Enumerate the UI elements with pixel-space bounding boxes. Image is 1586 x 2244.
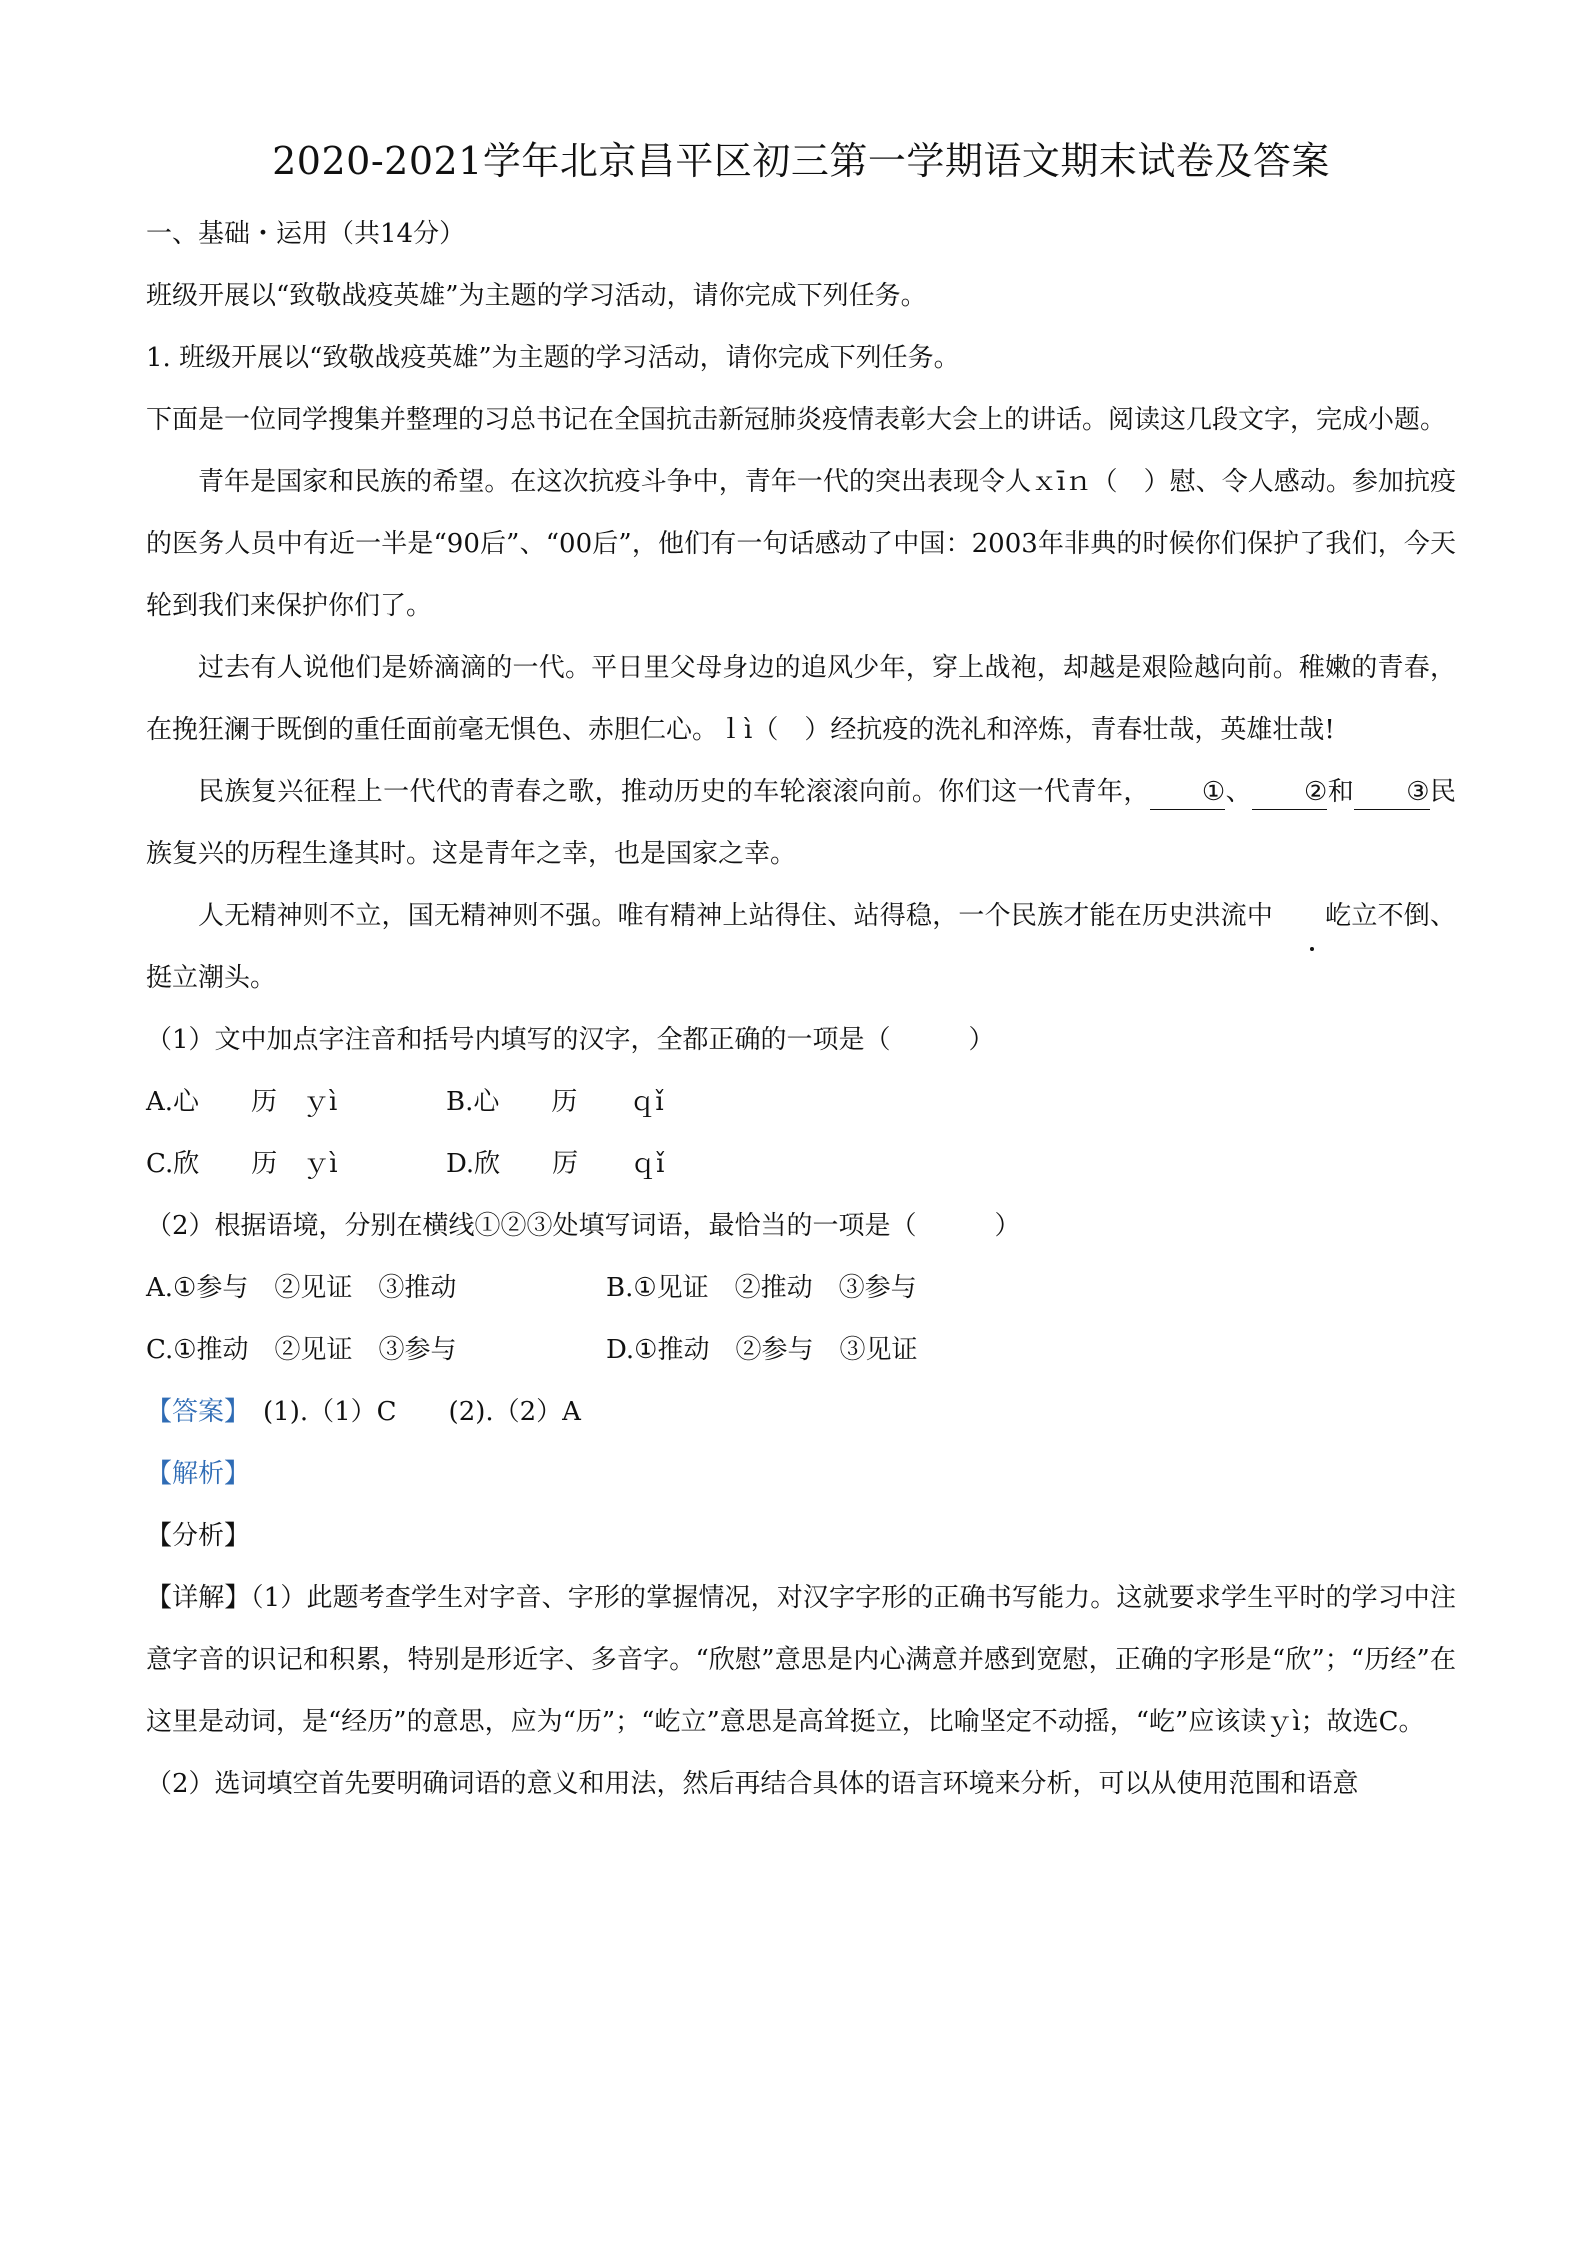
blank-separator-1: 、: [1225, 777, 1253, 807]
sub-question-1-options-row-2: [146, 1133, 1456, 1195]
detail-paragraph-2: （2）选词填空首先要明确词语的意义和用法，然后再结合具体的语言环境来分析，可以从使用范围和语意: [146, 1769, 1359, 1799]
sub-question-2-options-row-1: [146, 1257, 1456, 1319]
option-a: A.①参与 ②见证 ③推动: [146, 1273, 457, 1303]
paragraph-4-text-start: 人无精神则不立，国无精神则不强。唯有精神上站得住、站得稳，一个民族才能在历史洪流中: [198, 901, 1274, 931]
task-intro: 班级开展以“致敬战疫英雄”为主题的学习活动，请你完成下列任务。: [146, 281, 927, 311]
option-c: C.欣 历 ｙì: [146, 1149, 338, 1179]
passage-paragraph-4: [146, 885, 1456, 1009]
section-heading: 一、基础・运用（共14分）: [146, 219, 466, 249]
detail-paragraph-1: [146, 1567, 1456, 1753]
blank-3: ③: [1354, 775, 1429, 810]
dotted-character: 屹: [1273, 885, 1351, 947]
sub-question-1-stem: （1）文中加点字注音和括号内填写的汉字，全都正确的一项是（ ）: [146, 1025, 995, 1055]
analysis-label: 【解析】: [146, 1459, 251, 1489]
blank-separator-2: 和: [1327, 777, 1355, 807]
option-d: D.欣 厉 ｑǐ: [446, 1149, 665, 1179]
option-a: A.心 历 ｙì: [146, 1087, 338, 1117]
document-page: [146, 130, 1456, 1815]
answer-text: (1).（1）C (2).（2）A: [237, 1397, 581, 1427]
answer-label: 【答案】: [146, 1397, 238, 1427]
option-c: C.①推动 ②见证 ③参与: [146, 1335, 457, 1365]
sub-question-1-options-row-1: [146, 1071, 1456, 1133]
paragraph-4-text-end: 立不倒、挺立潮头。: [146, 901, 1456, 993]
passage-paragraph-1: 青年是国家和民族的希望。在这次抗疫斗争中，青年一代的突出表现令人ｘīｎ（ ）慰、令人感动。参加抗疫的医务人员中有近一半是“90后”、“00后”，他们有一句话感动了中国：2003年非典的时候你们保护了我们，今天轮到我们来保护你们了。: [146, 467, 1456, 621]
option-d: D.①推动 ②参与 ③见证: [606, 1335, 918, 1365]
question-1-intro: 1. 班级开展以“致敬战疫英雄”为主题的学习活动，请你完成下列任务。: [146, 343, 960, 373]
answer-line: [146, 1381, 1456, 1443]
blank-2: ②: [1252, 775, 1327, 810]
paragraph-3-text-start: 民族复兴征程上一代代的青春之歌，推动历史的车轮滚滚向前。你们这一代青年，: [198, 777, 1150, 807]
blank-1: ①: [1150, 775, 1225, 810]
passage-paragraph-3: [146, 761, 1456, 885]
question-1-description: 下面是一位同学搜集并整理的习总书记在全国抗击新冠肺炎疫情表彰大会上的讲话。阅读这几段文字，完成小题。: [146, 405, 1447, 435]
detail-label: 【详解】: [146, 1583, 251, 1613]
paragraph-3-text-end: 民族复兴的历程生逢其时。这是青年之幸，也是国家之幸。: [146, 777, 1456, 869]
sub-question-2-stem: （2）根据语境，分别在横线①②③处填写词语，最恰当的一项是（ ）: [146, 1211, 1021, 1241]
option-b: B.心 历 ｑǐ: [446, 1087, 664, 1117]
passage-paragraph-2: 过去有人说他们是娇滴滴的一代。平日里父母身边的追风少年，穿上战袍，却越是艰险越向前。稚嫩的青春，在挽狂澜于既倒的重任面前毫无惧色、赤胆仁心。ｌì（ ）经抗疫的洗礼和淬炼，青春壮哉，英雄壮哉!: [146, 653, 1456, 745]
detail-text: （1）此题考查学生对字音、字形的掌握情况，对汉字字形的正确书写能力。这就要求学生平时的学习中注意字音的识记和积累，特别是形近字、多音字。“欣慰”意思是内心满意并感到宽慰，正确的字形是“欣”；“历经”在这里是动词，是“经历”的意思，应为“历”；“屹立”意思是高耸挺立，比喻坚定不动摇，“屹”应该读ｙì；故选C。: [146, 1583, 1456, 1737]
document-title: 2020-2021学年北京昌平区初三第一学期语文期末试卷及答案: [272, 139, 1330, 183]
option-b: B.①见证 ②推动 ③参与: [606, 1273, 917, 1303]
sub-question-2-options-row-2: [146, 1319, 1456, 1381]
analysis-subheading: 【分析】: [146, 1521, 251, 1551]
